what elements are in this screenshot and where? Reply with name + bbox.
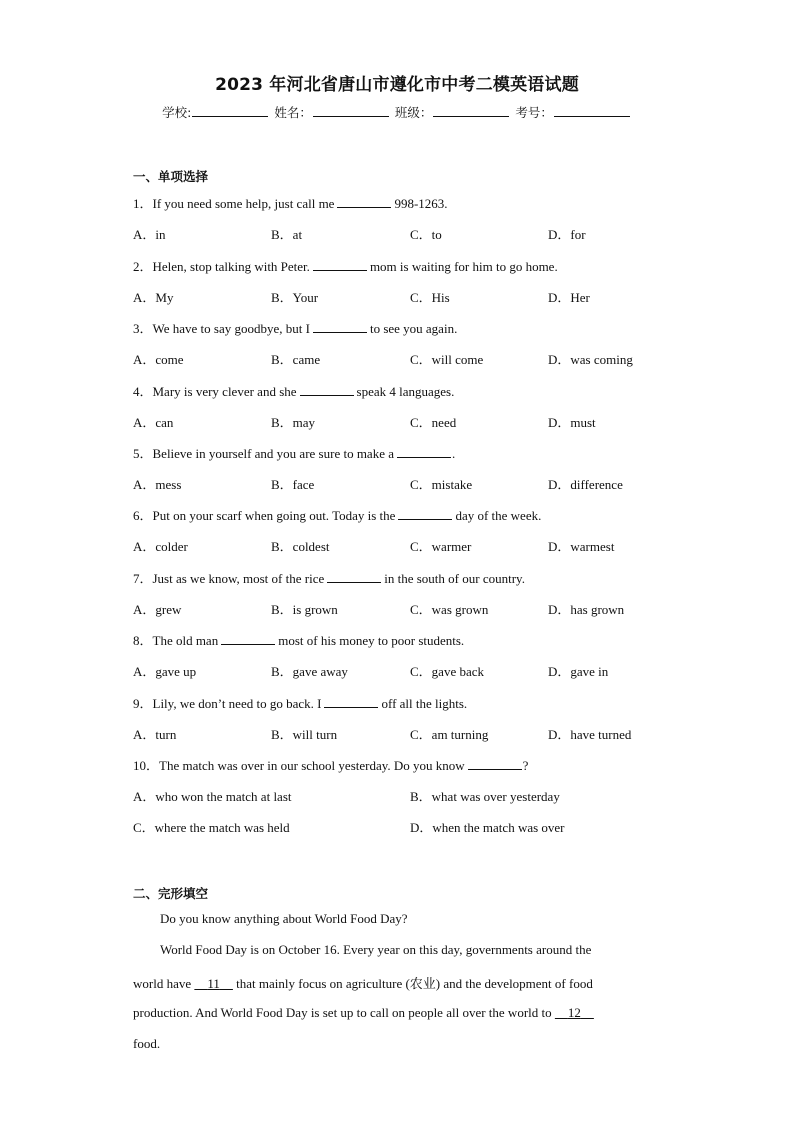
question-7-option-a[interactable]: A．grew: [133, 602, 182, 617]
question-text-tail: .: [452, 446, 456, 461]
question-9-option-c[interactable]: C．am turning: [410, 727, 489, 742]
question-text-tail: speak 4 languages.: [356, 384, 455, 399]
question-6-option-b[interactable]: B．coldest: [271, 539, 330, 554]
question-1-option-a[interactable]: A．in: [133, 227, 166, 242]
question-1: [133, 193, 448, 212]
page-title: 2023 年河北省唐山市遵化市中考二模英语试题: [215, 75, 579, 95]
question-4-option-d[interactable]: D．must: [548, 415, 596, 430]
question-4-option-c[interactable]: C．need: [410, 415, 457, 430]
question-3-option-b[interactable]: B．came: [271, 352, 321, 367]
class-label: 班级：: [394, 105, 433, 120]
student-info-line: [0, 103, 794, 121]
school-label: 学校:: [162, 105, 192, 120]
cloze-blank-12[interactable]: 12: [567, 1005, 581, 1020]
question-text-tail: day of the week.: [455, 508, 542, 523]
question-3-option-d[interactable]: D．was coming: [548, 352, 633, 367]
question-5-option-b[interactable]: B．face: [271, 477, 315, 492]
question-3-option-a[interactable]: A．come: [133, 352, 184, 367]
question-10-option-c[interactable]: C．where the match was held: [133, 820, 290, 835]
cloze-line-2: World Food Day is on October 16. Every year on this day, governments around the: [160, 942, 592, 957]
class-field[interactable]: [433, 104, 509, 117]
question-5-option-c[interactable]: C．mistake: [410, 477, 473, 492]
question-text: 8．The old man: [133, 633, 219, 648]
question-8-option-d[interactable]: D．gave in: [548, 664, 609, 679]
question-10-option-d[interactable]: D．when the match was over: [410, 820, 565, 835]
cloze-line-1: Do you know anything about World Food Day?: [160, 911, 408, 926]
answer-blank[interactable]: [313, 258, 367, 271]
cloze-line-4: [133, 1005, 594, 1021]
question-text-tail: mom is waiting for him to go home.: [369, 259, 558, 274]
school-field[interactable]: [192, 104, 268, 117]
question-5: [133, 443, 455, 462]
question-text: 6．Put on your scarf when going out. Today is the: [133, 508, 396, 523]
name-field[interactable]: [313, 104, 389, 117]
question-text-tail: 998-1263.: [394, 196, 448, 211]
question-9-option-d[interactable]: D．have turned: [548, 727, 632, 742]
answer-blank[interactable]: [397, 445, 451, 458]
answer-blank[interactable]: [313, 320, 367, 333]
question-text: 7．Just as we know, most of the rice: [133, 571, 325, 586]
question-text: 2．Helen, stop talking with Peter.: [133, 259, 310, 274]
number-field[interactable]: [554, 104, 630, 117]
question-text-tail: to see you again.: [369, 321, 458, 336]
question-10-option-b[interactable]: B．what was over yesterday: [410, 789, 560, 804]
question-2: [133, 256, 558, 275]
question-6-option-d[interactable]: D．warmest: [548, 539, 615, 554]
section-heading-cloze: 二、完形填空: [133, 886, 209, 901]
question-9: [133, 693, 467, 712]
question-2-option-b[interactable]: B．Your: [271, 290, 319, 305]
question-9-option-a[interactable]: A．turn: [133, 727, 177, 742]
question-text-tail: in the south of our country.: [384, 571, 525, 586]
name-label: 姓名：: [274, 105, 312, 120]
question-text: 4．Mary is very clever and she: [133, 384, 297, 399]
question-2-option-d[interactable]: D．Her: [548, 290, 590, 305]
question-4-option-b[interactable]: B．may: [271, 415, 316, 430]
question-text: 10．The match was over in our school yesterday. Do you know: [133, 758, 465, 773]
question-7: [133, 568, 525, 587]
question-text-tail: off all the lights.: [381, 696, 468, 711]
answer-blank[interactable]: [324, 695, 378, 708]
question-6: [133, 505, 541, 524]
answer-blank[interactable]: [398, 507, 452, 520]
answer-blank[interactable]: [327, 570, 381, 583]
question-4-option-a[interactable]: A．can: [133, 415, 174, 430]
answer-blank[interactable]: [300, 383, 354, 396]
cloze-line-3-pre: world have: [133, 976, 192, 991]
question-1-option-d[interactable]: D．for: [548, 227, 586, 242]
question-3: [133, 318, 457, 337]
question-7-option-b[interactable]: B．is grown: [271, 602, 338, 617]
cloze-line-4-pre: production. And World Food Day is set up to call on people all over the world to: [133, 1005, 552, 1020]
question-8: [133, 630, 464, 649]
cloze-blank-11[interactable]: 11: [207, 976, 220, 991]
question-text: 3．We have to say goodbye, but I: [133, 321, 310, 336]
question-1-option-c[interactable]: C．to: [410, 227, 442, 242]
question-2-option-a[interactable]: A．My: [133, 290, 174, 305]
question-5-option-a[interactable]: A．mess: [133, 477, 182, 492]
question-text-tail: most of his money to poor students.: [278, 633, 465, 648]
question-8-option-a[interactable]: A．gave up: [133, 664, 197, 679]
section-heading-single-choice: 一、单项选择: [133, 169, 209, 184]
question-text: 1．If you need some help, just call me: [133, 196, 335, 211]
number-label: 考号：: [515, 105, 553, 120]
question-text: 9．Lily, we don’t need to go back. I: [133, 696, 322, 711]
question-6-option-a[interactable]: A．colder: [133, 539, 188, 554]
question-2-option-c[interactable]: C．His: [410, 290, 450, 305]
question-4: [133, 381, 454, 400]
question-7-option-c[interactable]: C．was grown: [410, 602, 489, 617]
question-text: 5．Believe in yourself and you are sure to make a: [133, 446, 394, 461]
question-8-option-c[interactable]: C．gave back: [410, 664, 485, 679]
question-10: [133, 755, 528, 774]
question-text-tail: ?: [522, 758, 529, 773]
answer-blank[interactable]: [468, 757, 522, 770]
question-5-option-d[interactable]: D．difference: [548, 477, 623, 492]
question-1-option-b[interactable]: B．at: [271, 227, 303, 242]
question-9-option-b[interactable]: B．will turn: [271, 727, 338, 742]
question-6-option-c[interactable]: C．warmer: [410, 539, 472, 554]
cloze-line-3-post: that mainly focus on agriculture (农业) and the development of food: [236, 976, 593, 991]
question-3-option-c[interactable]: C．will come: [410, 352, 484, 367]
question-10-option-a[interactable]: A．who won the match at last: [133, 789, 292, 804]
question-7-option-d[interactable]: D．has grown: [548, 602, 625, 617]
cloze-line-3: [133, 973, 593, 992]
answer-blank[interactable]: [221, 632, 275, 645]
question-8-option-b[interactable]: B．gave away: [271, 664, 348, 679]
cloze-line-5: food.: [133, 1036, 161, 1051]
answer-blank[interactable]: [337, 195, 391, 208]
